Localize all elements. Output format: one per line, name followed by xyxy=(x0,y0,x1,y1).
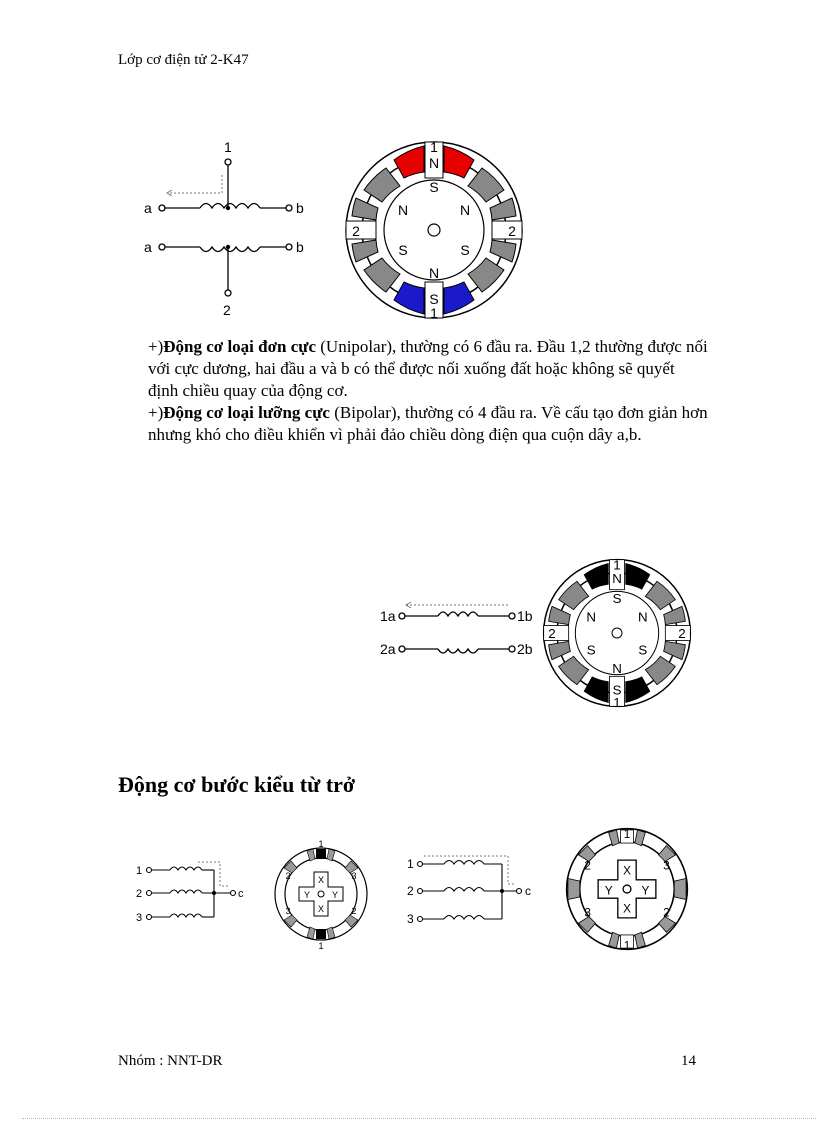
coil1-label: 1 xyxy=(136,865,143,877)
motor4-y-right: Y xyxy=(641,883,650,898)
page-number: 14 xyxy=(681,1053,696,1069)
reluctance-motor-diagram-1 xyxy=(273,838,369,950)
terminal-1b-label: 1b xyxy=(517,608,533,624)
motor1-s-right: S xyxy=(460,242,470,258)
motor2-pole-left-label: 2 xyxy=(548,626,556,641)
motor3-x-bottom: X xyxy=(317,904,325,914)
motor1-s-bottom: S xyxy=(429,291,439,307)
common-c-label-2: c xyxy=(525,884,531,898)
motor1-pole-top-label: 1 xyxy=(430,139,438,155)
motor3-phase-tr: 3 xyxy=(351,871,357,881)
reluctance-wiring-diagram-2 xyxy=(404,848,544,938)
page-bottom-divider xyxy=(22,1118,816,1119)
motor2-n-bottom: N xyxy=(612,661,622,676)
unipolar-wiring-diagram xyxy=(140,135,320,325)
motor1-s-top: S xyxy=(429,179,439,195)
terminal-b-top-label: b xyxy=(296,200,304,216)
motor4-y-left: Y xyxy=(604,883,613,898)
terminal-a-top-label: a xyxy=(144,200,152,216)
motor2-s-right: S xyxy=(638,642,648,658)
motor4-phase-tl: 2 xyxy=(584,858,591,873)
motor3-y-left: Y xyxy=(303,890,311,900)
motor4-phase-tr: 3 xyxy=(663,858,670,873)
coil3-label: 3 xyxy=(136,912,143,924)
motor1-n-left: N xyxy=(397,202,409,218)
motor4-phase-br: 2 xyxy=(663,905,670,920)
footer-group: Nhóm : NNT-DR xyxy=(118,1053,223,1069)
coil3-label-2: 3 xyxy=(407,912,414,926)
bipolar-term: Động cơ loại lưỡng cực xyxy=(163,403,330,422)
motor4-x-top: X xyxy=(623,863,631,878)
motor1-pole-left-label: 2 xyxy=(352,223,360,239)
motor3-phase-tl: 2 xyxy=(285,871,291,881)
unipolar-motor-diagram xyxy=(344,140,524,320)
terminal-1a-label: 1a xyxy=(380,608,396,624)
terminal-2a-label: 2a xyxy=(380,641,396,657)
motor4-phase-top: 1 xyxy=(623,826,631,841)
motor2-s-bottom: S xyxy=(612,682,622,698)
motor4-phase-bl: 3 xyxy=(584,905,591,920)
motor2-n-left: N xyxy=(586,609,596,625)
motor3-phase-br: 2 xyxy=(351,906,357,916)
motor1-n-bottom: N xyxy=(428,265,440,281)
motor2-pole-bottom-label: 1 xyxy=(613,695,621,711)
motor2-n-top: N xyxy=(612,571,622,586)
coil1-label-2: 1 xyxy=(407,857,414,871)
motor2-n-right: N xyxy=(638,609,648,625)
motor1-n-top: N xyxy=(428,155,440,171)
page-header: Lớp cơ điện tử 2-K47 xyxy=(118,52,249,68)
bipolar-paragraph: +)Động cơ loại lưỡng cực (Bipolar), thường có 4 đầu ra. Về cấu tạo đơn giản hơn nhưng khó cho điều khiển vì phải đảo chiều dòng điện qua cuộn dây a,b. xyxy=(148,403,708,444)
terminal-1-label: 1 xyxy=(224,139,232,155)
unipolar-term: Động cơ loại đơn cực xyxy=(163,337,317,356)
motor2-s-left: S xyxy=(586,642,596,658)
terminal-a-bottom-label: a xyxy=(144,239,152,255)
motor1-n-right: N xyxy=(459,202,471,218)
common-c-label: c xyxy=(238,888,244,900)
section-heading: Động cơ bước kiểu từ trở xyxy=(118,772,356,797)
terminal-b-bottom-label: b xyxy=(296,239,304,255)
motor3-x-top: X xyxy=(317,875,325,885)
reluctance-motor-diagram-2 xyxy=(564,826,690,952)
motor2-pole-top-label: 1 xyxy=(613,557,621,573)
bipolar-motor-diagram xyxy=(542,557,692,711)
reluctance-wiring-diagram-1 xyxy=(134,850,254,935)
motor-description xyxy=(148,336,708,446)
motor3-y-right: Y xyxy=(331,890,339,900)
terminal-2-label: 2 xyxy=(223,302,231,318)
bipolar-wiring-diagram xyxy=(378,600,538,660)
motor3-phase-top: 1 xyxy=(318,839,324,849)
motor2-pole-right-label: 2 xyxy=(678,626,686,641)
motor1-pole-right-label: 2 xyxy=(508,223,516,239)
motor1-s-left: S xyxy=(398,242,408,258)
motor3-phase-bl: 3 xyxy=(285,906,291,916)
terminal-2b-label: 2b xyxy=(517,641,533,657)
coil2-label: 2 xyxy=(136,888,143,900)
coil2-label-2: 2 xyxy=(407,884,414,898)
motor4-phase-bottom: 1 xyxy=(623,938,631,953)
motor2-s-top: S xyxy=(612,591,622,606)
motor1-pole-bottom-label: 1 xyxy=(430,305,438,321)
unipolar-paragraph: +)Động cơ loại đơn cực (Unipolar), thường có 6 đầu ra. Đầu 1,2 thường được nối với cực dương, hai đầu a và b có thể được nối xuống đất hoặc không sẽ quyết định chiều quay của động cơ. xyxy=(148,337,708,400)
motor3-phase-bottom: 1 xyxy=(318,941,324,951)
motor4-x-bottom: X xyxy=(623,901,631,916)
